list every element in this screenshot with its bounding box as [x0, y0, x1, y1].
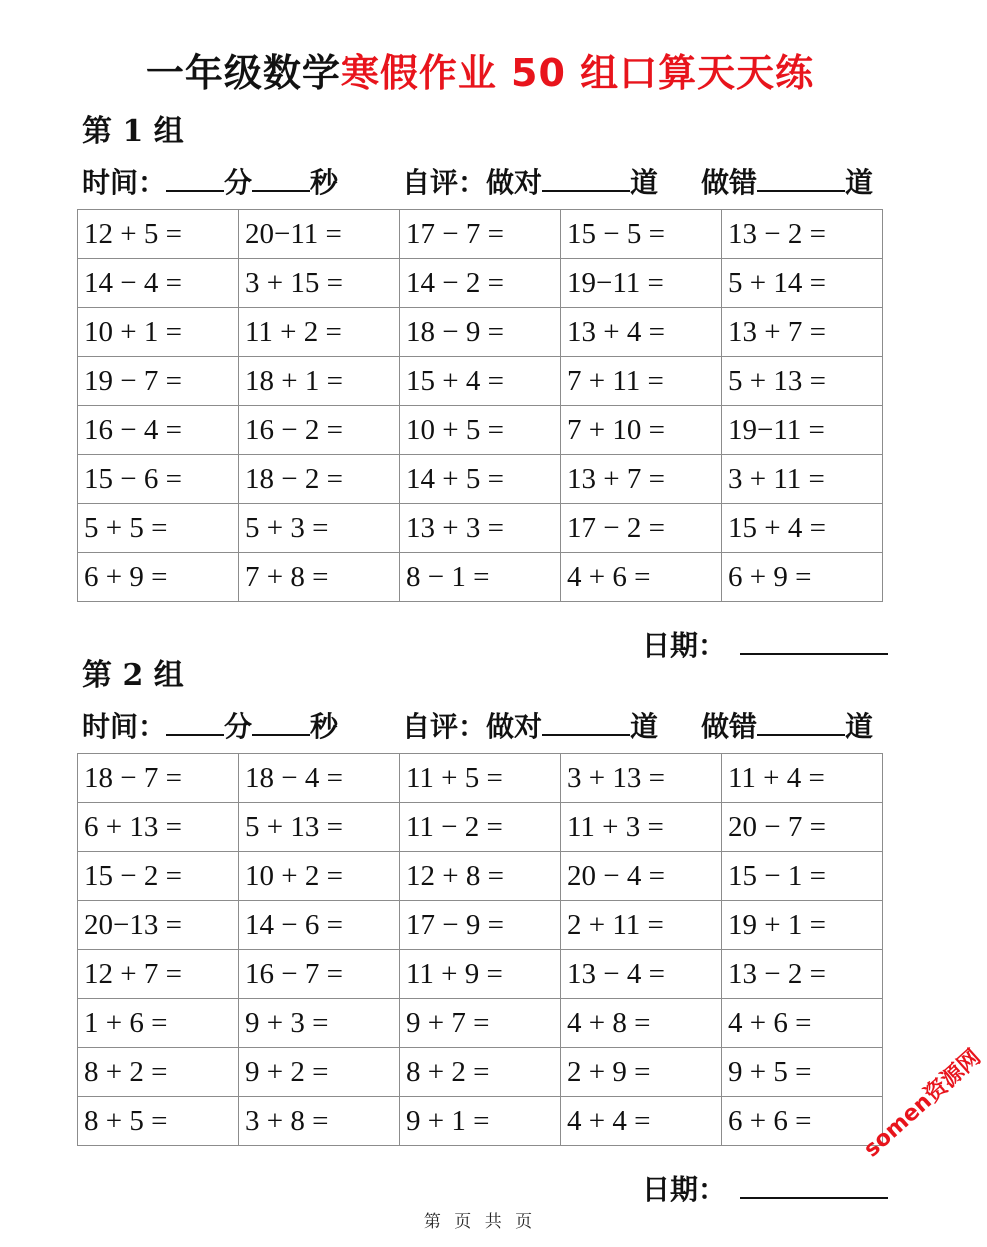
table-row: [78, 852, 883, 901]
table-row: [78, 406, 883, 455]
problem-cell: 20−11 =: [239, 210, 400, 259]
problem-cell: 19 − 7 =: [78, 357, 239, 406]
table-row: [78, 754, 883, 803]
time-field: [82, 704, 338, 747]
problem-cell: 15 − 5 =: [561, 210, 722, 259]
problem-cell: 13 − 2 =: [722, 210, 883, 259]
problem-cell: 13 + 7 =: [722, 308, 883, 357]
problem-cell: 5 + 3 =: [239, 504, 400, 553]
problem-cell: 11 + 4 =: [722, 754, 883, 803]
problem-cell: 9 + 2 =: [239, 1048, 400, 1097]
dao-label: 道: [630, 166, 659, 199]
problem-cell: 17 − 9 =: [400, 901, 561, 950]
table-row: [78, 210, 883, 259]
table-row: [78, 803, 883, 852]
problem-cell: 13 + 3 =: [400, 504, 561, 553]
problem-cell: 4 + 8 =: [561, 999, 722, 1048]
problem-cell: 5 + 13 =: [722, 357, 883, 406]
problem-cell: 18 − 4 =: [239, 754, 400, 803]
table-row: [78, 504, 883, 553]
problem-cell: 18 − 9 =: [400, 308, 561, 357]
problem-cell: 14 − 4 =: [78, 259, 239, 308]
wrong-count-blank[interactable]: [757, 160, 845, 192]
problem-cell: 16 − 7 =: [239, 950, 400, 999]
self-eval-label: 自评：做对: [402, 166, 543, 199]
problem-cell: 6 + 9 =: [722, 553, 883, 602]
problem-cell: 17 − 7 =: [400, 210, 561, 259]
problem-cell: 16 − 4 =: [78, 406, 239, 455]
problem-cell: 11 + 9 =: [400, 950, 561, 999]
date-blank[interactable]: [740, 1169, 888, 1199]
problem-cell: 5 + 13 =: [239, 803, 400, 852]
problem-cell: 15 + 4 =: [400, 357, 561, 406]
problem-cell: 3 + 13 =: [561, 754, 722, 803]
problem-cell: 10 + 5 =: [400, 406, 561, 455]
problem-cell: 14 − 6 =: [239, 901, 400, 950]
date-field: [642, 1169, 888, 1208]
problem-cell: 20−13 =: [78, 901, 239, 950]
wrong-field: [701, 160, 873, 203]
problem-cell: 7 + 11 =: [561, 357, 722, 406]
problem-cell: 2 + 11 =: [561, 901, 722, 950]
table-row: [78, 455, 883, 504]
table-row: [78, 308, 883, 357]
table-row: [78, 357, 883, 406]
watermark: somen资源网: [859, 1044, 986, 1163]
problem-cell: 3 + 8 =: [239, 1097, 400, 1146]
problem-cell: 16 − 2 =: [239, 406, 400, 455]
table-row: [78, 1097, 883, 1146]
self-eval-field: [402, 160, 658, 203]
table-row: [78, 259, 883, 308]
problem-grid: [77, 753, 883, 1146]
problem-cell: 4 + 4 =: [561, 1097, 722, 1146]
problem-cell: 10 + 1 =: [78, 308, 239, 357]
problem-cell: 3 + 11 =: [722, 455, 883, 504]
problem-cell: 5 + 5 =: [78, 504, 239, 553]
wrong-label: 做错: [701, 710, 758, 743]
dao-label: 道: [630, 710, 659, 743]
problem-cell: 5 + 14 =: [722, 259, 883, 308]
problem-cell: 11 − 2 =: [400, 803, 561, 852]
title-part2: 寒假作业 50 组口算天天练: [340, 51, 815, 95]
problem-cell: 2 + 9 =: [561, 1048, 722, 1097]
problem-cell: 10 + 2 =: [239, 852, 400, 901]
second-label: 秒: [310, 710, 339, 743]
problem-cell: 8 − 1 =: [400, 553, 561, 602]
problem-cell: 19−11 =: [561, 259, 722, 308]
problem-cell: 7 + 8 =: [239, 553, 400, 602]
date-label: 日期：: [642, 629, 727, 662]
problem-cell: 4 + 6 =: [722, 999, 883, 1048]
problem-cell: 11 + 3 =: [561, 803, 722, 852]
table-row: [78, 901, 883, 950]
problem-cell: 18 − 2 =: [239, 455, 400, 504]
second-blank[interactable]: [252, 160, 310, 192]
time-field: [82, 160, 338, 203]
dao-label: 道: [845, 710, 874, 743]
problem-cell: 13 − 4 =: [561, 950, 722, 999]
problem-cell: 12 + 7 =: [78, 950, 239, 999]
self-eval-label: 自评：做对: [402, 710, 543, 743]
problem-cell: 14 + 5 =: [400, 455, 561, 504]
time-label: 时间：: [82, 166, 167, 199]
problem-cell: 14 − 2 =: [400, 259, 561, 308]
dao-label: 道: [845, 166, 874, 199]
problem-cell: 6 + 13 =: [78, 803, 239, 852]
table-row: [78, 1048, 883, 1097]
problem-cell: 3 + 15 =: [239, 259, 400, 308]
problem-cell: 9 + 5 =: [722, 1048, 883, 1097]
group-title: 第 2 组: [82, 658, 184, 693]
problem-cell: 11 + 2 =: [239, 308, 400, 357]
problem-cell: 9 + 1 =: [400, 1097, 561, 1146]
problem-cell: 6 + 9 =: [78, 553, 239, 602]
problem-cell: 18 − 7 =: [78, 754, 239, 803]
date-label: 日期：: [642, 1173, 727, 1206]
problem-cell: 15 + 4 =: [722, 504, 883, 553]
minute-blank[interactable]: [166, 704, 224, 736]
group-title: 第 1 组: [82, 114, 184, 149]
wrong-count-blank[interactable]: [757, 704, 845, 736]
problem-cell: 12 + 8 =: [400, 852, 561, 901]
problem-cell: 1 + 6 =: [78, 999, 239, 1048]
problem-cell: 13 + 7 =: [561, 455, 722, 504]
problem-cell: 8 + 2 =: [78, 1048, 239, 1097]
correct-count-blank[interactable]: [542, 704, 630, 736]
table-row: [78, 999, 883, 1048]
problem-cell: 8 + 2 =: [400, 1048, 561, 1097]
problem-cell: 19−11 =: [722, 406, 883, 455]
problem-grid: [77, 209, 883, 602]
problem-cell: 19 + 1 =: [722, 901, 883, 950]
time-label: 时间：: [82, 710, 167, 743]
self-eval-field: [402, 704, 658, 747]
title-part1: 一年级数学: [145, 51, 341, 95]
problem-cell: 15 − 2 =: [78, 852, 239, 901]
minute-blank[interactable]: [166, 160, 224, 192]
second-blank[interactable]: [252, 704, 310, 736]
problem-cell: 9 + 3 =: [239, 999, 400, 1048]
table-row: [78, 553, 883, 602]
table-row: [78, 950, 883, 999]
problem-cell: 20 − 4 =: [561, 852, 722, 901]
page-footer: 第 页 共 页: [423, 1212, 537, 1232]
problem-cell: 11 + 5 =: [400, 754, 561, 803]
minute-label: 分: [224, 166, 253, 199]
problem-cell: 4 + 6 =: [561, 553, 722, 602]
wrong-label: 做错: [701, 166, 758, 199]
problem-cell: 8 + 5 =: [78, 1097, 239, 1146]
problem-cell: 13 − 2 =: [722, 950, 883, 999]
problem-cell: 13 + 4 =: [561, 308, 722, 357]
exercise-group-1: [0, 112, 960, 662]
problem-cell: 17 − 2 =: [561, 504, 722, 553]
wrong-field: [701, 704, 873, 747]
problem-cell: 20 − 7 =: [722, 803, 883, 852]
problem-cell: 15 − 1 =: [722, 852, 883, 901]
date-blank[interactable]: [740, 625, 888, 655]
exercise-group-2: [0, 656, 960, 1206]
problem-cell: 9 + 7 =: [400, 999, 561, 1048]
page-title: [0, 48, 960, 98]
problem-cell: 7 + 10 =: [561, 406, 722, 455]
problem-cell: 15 − 6 =: [78, 455, 239, 504]
second-label: 秒: [310, 166, 339, 199]
minute-label: 分: [224, 710, 253, 743]
correct-count-blank[interactable]: [542, 160, 630, 192]
problem-cell: 12 + 5 =: [78, 210, 239, 259]
problem-cell: 6 + 6 =: [722, 1097, 883, 1146]
problem-cell: 18 + 1 =: [239, 357, 400, 406]
